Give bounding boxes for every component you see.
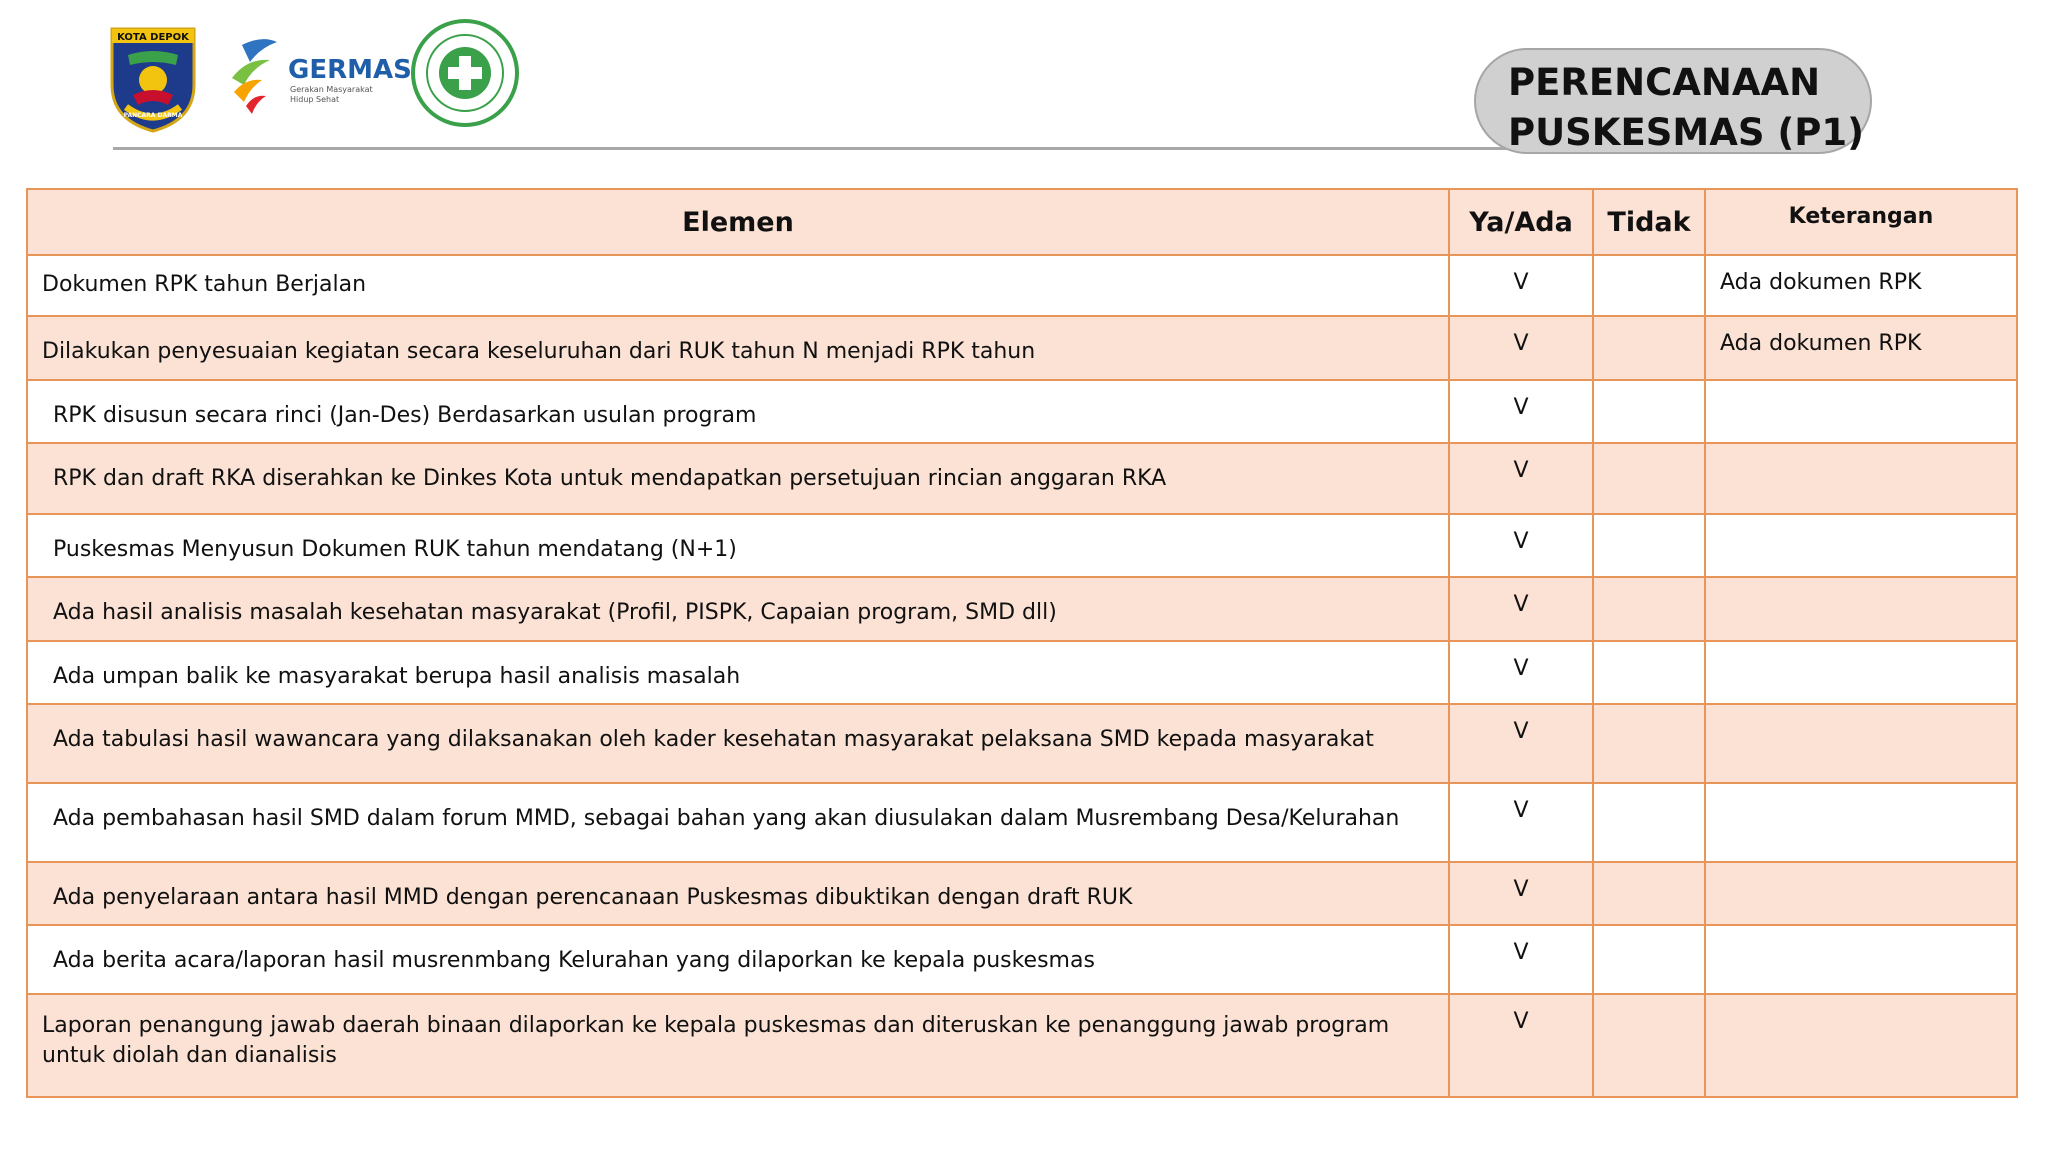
table-row	[27, 380, 2017, 443]
row-keterangan	[1705, 994, 2017, 1097]
germas-tagline-2: Hidup Sehat	[290, 95, 340, 104]
row-elemen: Dokumen RPK tahun Berjalan	[27, 255, 1449, 316]
row-ya: V	[1449, 862, 1593, 925]
table-row	[27, 994, 2017, 1097]
row-elemen: RPK disusun secara rinci (Jan-Des) Berdasarkan usulan program	[27, 380, 1449, 443]
kota-depok-label: KOTA DEPOK	[117, 32, 189, 43]
row-elemen: Dilakukan penyesuaian kegiatan secara keseluruhan dari RUK tahun N menjadi RPK tahun	[27, 316, 1449, 380]
table-row	[27, 704, 2017, 783]
row-elemen: Ada hasil analisis masalah kesehatan masyarakat (Profil, PISPK, Capaian program, SMD dll)	[27, 577, 1449, 641]
title-line-1: PERENCANAAN	[1508, 61, 1821, 104]
row-tidak	[1593, 255, 1705, 316]
kota-depok-emblem-icon	[108, 25, 198, 135]
row-keterangan: Ada dokumen RPK	[1705, 255, 2017, 316]
page-title	[1474, 48, 1872, 154]
row-ya: V	[1449, 641, 1593, 704]
row-elemen: Ada tabulasi hasil wawancara yang dilaksanakan oleh kader kesehatan masyarakat pelaksana SMD kepada masyarakat	[27, 704, 1449, 783]
row-tidak	[1593, 862, 1705, 925]
row-tidak	[1593, 994, 1705, 1097]
row-tidak	[1593, 443, 1705, 514]
table-row	[27, 577, 2017, 641]
row-ya: V	[1449, 443, 1593, 514]
row-ya: V	[1449, 994, 1593, 1097]
table-row	[27, 641, 2017, 704]
bpjs-puskesmas-badge-icon	[410, 18, 520, 128]
row-tidak	[1593, 641, 1705, 704]
row-keterangan	[1705, 577, 2017, 641]
germas-logo-icon	[222, 30, 412, 120]
header-tidak: Tidak	[1593, 189, 1705, 255]
row-ya: V	[1449, 704, 1593, 783]
row-keterangan	[1705, 925, 2017, 994]
row-keterangan	[1705, 380, 2017, 443]
row-keterangan	[1705, 862, 2017, 925]
checklist-table	[26, 188, 2018, 1098]
row-tidak	[1593, 783, 1705, 862]
row-elemen: Puskesmas Menyusun Dokumen RUK tahun mendatang (N+1)	[27, 514, 1449, 577]
germas-brand: GERMAS	[288, 55, 412, 85]
row-ya: V	[1449, 577, 1593, 641]
header-elemen: Elemen	[27, 189, 1449, 255]
header-ya-ada: Ya/Ada	[1449, 189, 1593, 255]
row-ya: V	[1449, 380, 1593, 443]
table-row	[27, 514, 2017, 577]
table-row	[27, 443, 2017, 514]
row-tidak	[1593, 577, 1705, 641]
table-header-row	[27, 189, 2017, 255]
row-tidak	[1593, 316, 1705, 380]
row-ya: V	[1449, 514, 1593, 577]
table-row	[27, 862, 2017, 925]
table-row	[27, 316, 2017, 380]
row-keterangan: Ada dokumen RPK	[1705, 316, 2017, 380]
row-ya: V	[1449, 316, 1593, 380]
row-elemen: Ada penyelaraan antara hasil MMD dengan perencanaan Puskesmas dibuktikan dengan draft RUK	[27, 862, 1449, 925]
row-keterangan	[1705, 704, 2017, 783]
row-keterangan	[1705, 443, 2017, 514]
row-ya: V	[1449, 255, 1593, 316]
row-keterangan	[1705, 783, 2017, 862]
row-elemen: RPK dan draft RKA diserahkan ke Dinkes Kota untuk mendapatkan persetujuan rincian anggaran RKA	[27, 443, 1449, 514]
germas-tagline-1: Gerakan Masyarakat	[290, 85, 373, 94]
header-divider	[113, 147, 1513, 150]
table-row	[27, 925, 2017, 994]
row-keterangan	[1705, 641, 2017, 704]
header-keterangan: Keterangan	[1705, 189, 2017, 255]
title-line-2: PUSKESMAS (P1)	[1508, 111, 1865, 154]
kota-depok-motto: PANCARA DARMA	[123, 112, 183, 119]
row-tidak	[1593, 380, 1705, 443]
row-ya: V	[1449, 783, 1593, 862]
row-elemen: Ada umpan balik ke masyarakat berupa hasil analisis masalah	[27, 641, 1449, 704]
row-tidak	[1593, 925, 1705, 994]
row-elemen: Ada berita acara/laporan hasil musrenmbang Kelurahan yang dilaporkan ke kepala puskesmas	[27, 925, 1449, 994]
row-tidak	[1593, 514, 1705, 577]
row-elemen: Laporan penangung jawab daerah binaan dilaporkan ke kepala puskesmas dan diteruskan ke penanggung jawab program untuk diolah dan dianalisis	[27, 994, 1449, 1097]
row-tidak	[1593, 704, 1705, 783]
table-row	[27, 255, 2017, 316]
row-ya: V	[1449, 925, 1593, 994]
table-row	[27, 783, 2017, 862]
row-elemen: Ada pembahasan hasil SMD dalam forum MMD, sebagai bahan yang akan diusulakan dalam Musrembang Desa/Kelurahan	[27, 783, 1449, 862]
row-keterangan	[1705, 514, 2017, 577]
